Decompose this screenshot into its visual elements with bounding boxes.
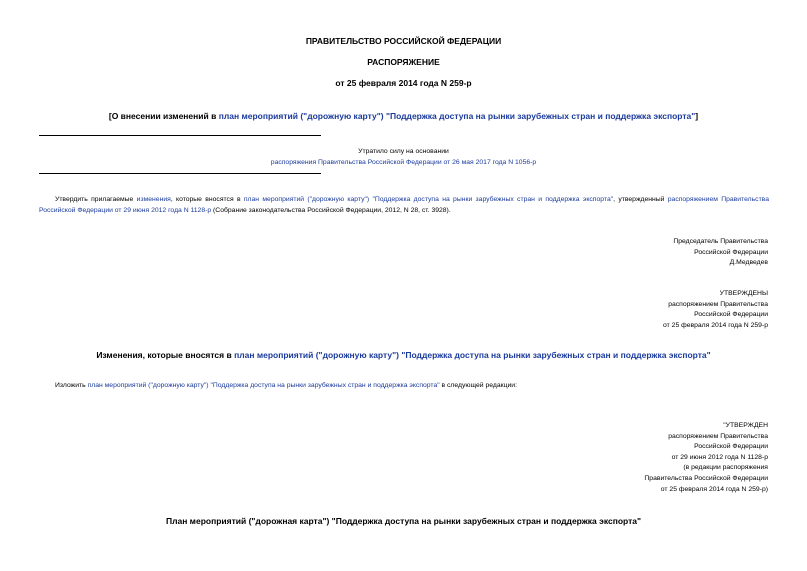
plan-title: План мероприятий ("дорожная карта") "Поддержка доступа на рынки зарубежных стран и поддержка экспорта" xyxy=(165,516,642,526)
subject-prefix: [О внесении изменений в xyxy=(108,111,219,121)
divider-bottom xyxy=(39,173,321,174)
approved-block: УТВЕРЖДЕНЫ распоряжением Правительства Российской Федерации от 25 февраля 2014 года N 259-р xyxy=(663,290,768,329)
approved-2012-block: "УТВЕРЖДЕН распоряжением Правительства Российской Федерации от 29 июня 2012 года N 1128-р (в редакции распоряжения Правительства Российской Федерации от 25 февраля 2014 года N 259-р) xyxy=(644,422,768,493)
changes-heading: Изменения, которые вносятся в план мероприятий ("дорожную карту") "Поддержка доступа на рынки зарубежных стран и поддержка экспорта" xyxy=(96,350,711,360)
state-plan-link[interactable]: план мероприятий ("дорожную карту") "Поддержка доступа на рынки зарубежных стран и поддержка экспорта" xyxy=(87,382,440,389)
subject-link[interactable]: план мероприятий ("дорожную карту") "Поддержка доступа на рынки зарубежных стран и поддержка экспорта" xyxy=(218,111,696,121)
gov-title: ПРАВИТЕЛЬСТВО РОССИЙСКОЙ ФЕДЕРАЦИИ xyxy=(305,36,502,46)
subject-suffix: ] xyxy=(695,111,699,121)
doc-subject xyxy=(0,111,807,121)
signature-block: Председатель Правительства Российской Федерации Д.Медведев xyxy=(673,238,768,267)
doc-date: от 25 февраля 2014 года N 259-р xyxy=(335,78,472,88)
order-link[interactable]: распоряжением Правительства Российской Федерации от 29 июня 2012 года N 1128-р xyxy=(39,196,769,214)
expired-note xyxy=(0,147,807,168)
expired-line: Утратило силу на основании xyxy=(358,148,449,155)
changes-heading-link[interactable]: план мероприятий ("дорожную карту") "Поддержка доступа на рынки зарубежных стран и поддержка экспорта" xyxy=(234,350,711,360)
plan-link[interactable]: план мероприятий ("дорожную карту") "Поддержка доступа на рынки зарубежных стран и поддержка экспорта" xyxy=(243,196,614,203)
expired-link[interactable]: распоряжения Правительства Российской Федерации от 26 мая 2017 года N 1056-р xyxy=(270,158,537,166)
body-paragraph: Утвердить прилагаемые изменения, которые вносятся в план мероприятий ("дорожную карту") "Поддержка доступа на рынки зарубежных стран и поддержка экспорта", утвержденный распоряжением Правительства Российской Федерации от 29 июня 2012 года N 1128-р (Собрание законодательства Российской Федерации, 2012, N 28, ст. 3928). xyxy=(39,196,769,214)
divider-top xyxy=(39,135,321,136)
state-paragraph: Изложить план мероприятий ("дорожную карту") "Поддержка доступа на рынки зарубежных стран и поддержка экспорта" в следующей редакции: xyxy=(55,382,517,389)
changes-link[interactable]: изменения xyxy=(136,196,171,203)
doc-type: РАСПОРЯЖЕНИЕ xyxy=(367,57,440,67)
